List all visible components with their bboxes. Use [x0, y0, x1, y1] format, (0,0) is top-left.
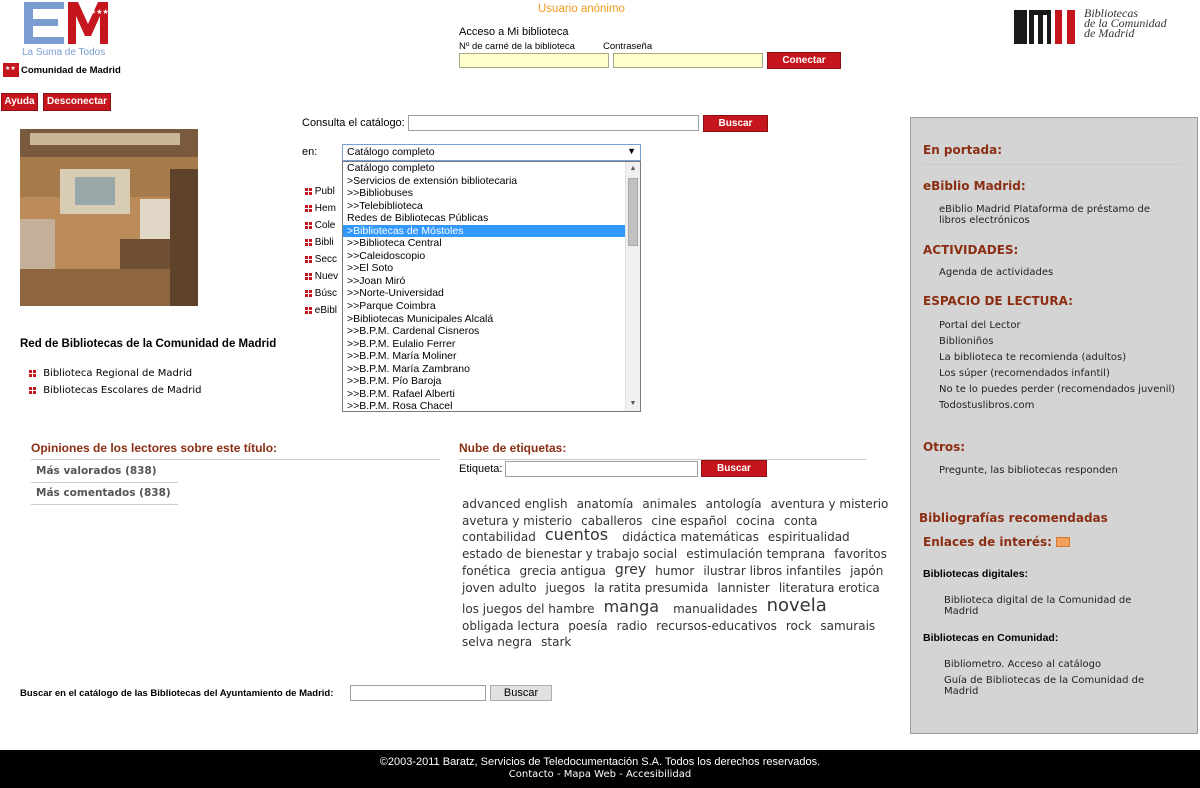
catalog-search-input[interactable]	[408, 115, 699, 131]
sidebar-esp-link[interactable]: Los súper (recomendados infantil)	[939, 368, 1110, 379]
tag-row	[462, 511, 872, 528]
sidebar-enlaces	[923, 535, 1070, 549]
sidebar	[910, 117, 1198, 734]
tag-link[interactable]: cocina	[736, 513, 775, 528]
dropdown-option[interactable]: Redes de Bibliotecas Públicas	[347, 212, 489, 225]
tag-link[interactable]: poesía	[568, 618, 608, 633]
dropdown-option[interactable]: >>El Soto	[347, 262, 394, 275]
library-photo	[20, 129, 198, 306]
dropdown-option[interactable]: Catálogo completo	[347, 162, 435, 174]
help-button[interactable]: Ayuda	[1, 93, 38, 111]
cm-logo[interactable]	[3, 62, 121, 78]
scroll-down-icon[interactable]: ▼	[629, 400, 637, 407]
sidebar-comunidad-heading: Bibliotecas en Comunidad:	[923, 632, 1059, 644]
cm-flag-icon: ★★	[3, 63, 19, 77]
dropdown-option[interactable]: >>B.P.M. Eulalio Ferrer	[347, 337, 456, 350]
sidebar-otros-link[interactable]: Pregunte, las bibliotecas responden	[939, 465, 1118, 476]
red-section-links	[29, 367, 201, 401]
access-title: Acceso a Mi biblioteca	[459, 26, 569, 38]
sidebar-comunidad-link[interactable]: Bibliometro. Acceso al catálogo	[944, 659, 1102, 670]
tag-link[interactable]: ilustrar libros infantiles	[703, 563, 842, 578]
dropdown-option[interactable]: >Bibliotecas de Móstoles	[343, 225, 626, 238]
tag-link[interactable]: stark	[541, 635, 572, 650]
catalog-select[interactable]	[342, 144, 641, 161]
side-menu-item[interactable]: Cole	[305, 217, 338, 234]
sidebar-enlaces-heading: Enlaces de interés:	[923, 535, 1052, 549]
sidebar-esp-list	[939, 320, 1179, 416]
tag-link[interactable]: manga	[603, 596, 660, 616]
sidebar-esp-link[interactable]: No te lo puedes perder (recomendados juvenil)	[939, 384, 1176, 395]
side-menu-item[interactable]: Hem	[305, 200, 338, 217]
catalog-search-label: Consulta el catálogo:	[302, 117, 405, 129]
dropdown-scrollbar[interactable]	[625, 162, 640, 411]
em-logo-text: La Suma de Todos	[22, 47, 106, 58]
tag-input[interactable]	[505, 461, 698, 477]
tag-link[interactable]: samurais	[820, 618, 876, 633]
footer-contact-link[interactable]: Contacto	[508, 769, 554, 780]
side-menu-item[interactable]: Nuev	[305, 268, 338, 285]
tag-link[interactable]: estado de bienestar y trabajo social	[462, 547, 678, 562]
dropdown-option[interactable]: >>Parque Coimbra	[347, 300, 436, 313]
tag-row	[462, 616, 876, 633]
sidebar-portada: En portada:	[923, 143, 1002, 157]
card-label: Nº de carné de la biblioteca	[459, 41, 575, 52]
connect-button[interactable]: Conectar	[767, 52, 841, 69]
catalog-search-button[interactable]: Buscar	[703, 115, 768, 132]
tag-link[interactable]: caballeros	[581, 513, 643, 528]
tag-link[interactable]: advanced english	[462, 496, 568, 511]
search-in-label: en:	[302, 146, 318, 158]
tag-link[interactable]: animales	[642, 496, 697, 511]
sidebar-divider	[923, 164, 1183, 165]
sidebar-esp-link[interactable]: La biblioteca te recomienda (adultos)	[939, 352, 1127, 363]
menu-partial	[305, 183, 338, 319]
dropdown-option[interactable]: >>Bibliobuses	[347, 187, 413, 200]
tag-link[interactable]: obligada lectura	[462, 618, 560, 633]
dropdown-option[interactable]: >>B.P.M. Rosa Chacel	[347, 400, 453, 412]
opinions-divider	[31, 459, 440, 460]
tag-cloud	[462, 494, 889, 650]
bottom-search-label: Buscar en el catálogo de las Bibliotecas del Ayuntamiento de Madrid:	[20, 688, 334, 699]
tag-row	[462, 633, 872, 650]
tag-link[interactable]: avetura y misterio	[462, 513, 573, 528]
bullet-icon	[305, 307, 312, 314]
tag-link[interactable]: los juegos del hambre	[462, 601, 595, 616]
dropdown-option[interactable]: >Servicios de extensión bibliotecaria	[347, 174, 518, 187]
bottom-search-input[interactable]	[350, 685, 486, 701]
tag-row	[462, 494, 889, 511]
bullet-icon	[305, 273, 312, 280]
dropdown-option[interactable]: >>B.P.M. María Moliner	[347, 350, 457, 363]
bcm-logo-text: Bibliotecas de la Comunidad de Madrid	[1084, 6, 1167, 40]
user-status: Usuario anónimo	[538, 3, 625, 15]
red-section-title: Red de Bibliotecas de la Comunidad de Madrid	[20, 338, 277, 350]
cm-logo-text: Comunidad de Madrid	[21, 64, 121, 76]
card-number-input[interactable]	[459, 53, 609, 68]
dropdown-option[interactable]: >>B.P.M. Rafael Alberti	[347, 387, 455, 400]
dropdown-option[interactable]: >>Caleidoscopio	[347, 249, 426, 262]
tag-link[interactable]: japón	[850, 563, 884, 578]
em-logo-icon	[22, 2, 110, 44]
opinions-list	[31, 461, 178, 505]
dropdown-option[interactable]: >>B.P.M. Pío Baroja	[347, 375, 442, 388]
side-menu-item[interactable]: eBibl	[305, 302, 338, 319]
password-label: Contraseña	[603, 41, 653, 52]
dropdown-option[interactable]: >>B.P.M. Cardenal Cisneros	[347, 325, 480, 338]
tag-link[interactable]: antología	[705, 496, 762, 511]
tag-row	[462, 578, 880, 595]
red-section-link[interactable]: Bibliotecas Escolares de Madrid	[29, 384, 201, 401]
tag-link[interactable]: grey	[614, 561, 647, 578]
red-section-link[interactable]: Biblioteca Regional de Madrid	[29, 367, 201, 384]
sidebar-eblio-link[interactable]: eBiblio Madrid Plataforma de préstamo de libros electrónicos	[939, 204, 1150, 226]
svg-text:★★★: ★★★	[90, 9, 109, 16]
tag-search-button[interactable]: Buscar	[701, 460, 767, 477]
tag-label: Etiqueta:	[459, 463, 503, 475]
footer-map-link[interactable]: Mapa Web	[563, 769, 616, 780]
tag-link[interactable]: juegos	[545, 580, 586, 595]
bullet-icon	[305, 256, 312, 263]
tag-link[interactable]: selva negra	[462, 635, 533, 650]
sidebar-comunidad-list	[944, 659, 1154, 702]
opinion-item[interactable]: Más valorados (838)	[31, 461, 178, 483]
tag-link[interactable]: conta	[783, 513, 818, 528]
tag-link[interactable]: manualidades	[673, 601, 758, 616]
tag-link[interactable]: recursos-educativos	[656, 618, 777, 633]
tag-link[interactable]: literatura erotica	[778, 580, 880, 595]
sidebar-biblio-heading[interactable]: Bibliografías recomendadas	[919, 511, 1108, 525]
tag-link[interactable]: humor	[655, 563, 695, 578]
tag-link[interactable]: novela	[766, 594, 827, 616]
footer-access-link[interactable]: Accesibilidad	[625, 769, 692, 780]
sidebar-esp-heading: ESPACIO DE LECTURA:	[923, 294, 1073, 308]
dropdown-option[interactable]: >>Norte-Universidad	[347, 287, 444, 300]
footer	[0, 750, 1200, 788]
sidebar-otros-heading: Otros:	[923, 440, 966, 454]
bullet-icon	[305, 290, 312, 297]
bottom-search-button[interactable]: Buscar	[490, 685, 552, 701]
side-menu-item[interactable]: Secc	[305, 251, 338, 268]
bcm-logo-icon	[1012, 8, 1082, 46]
tag-link[interactable]: radio	[616, 618, 648, 633]
tag-link[interactable]: espiritualidad	[767, 530, 850, 545]
tag-link[interactable]: estimulación temprana	[686, 547, 826, 562]
tags-divider	[459, 459, 866, 460]
tag-link[interactable]: contabilidad	[462, 530, 536, 545]
chevron-down-icon[interactable]: ▼	[627, 146, 636, 156]
disconnect-button[interactable]: Desconectar	[43, 93, 111, 111]
sidebar-esp-link[interactable]: Biblioniños	[939, 336, 994, 347]
bullet-icon	[29, 370, 36, 377]
sidebar-digital-heading: Bibliotecas digitales:	[923, 568, 1029, 580]
tag-link[interactable]: aventura y misterio	[770, 496, 889, 511]
bullet-icon	[305, 205, 312, 212]
tags-title: Nube de etiquetas:	[459, 441, 567, 455]
tag-link[interactable]: anatomía	[576, 496, 634, 511]
sidebar-act-link[interactable]: Agenda de actividades	[939, 267, 1054, 278]
rss-icon[interactable]	[1056, 537, 1070, 547]
tag-link[interactable]: la ratita presumida	[594, 580, 709, 595]
side-menu-item[interactable]: Publ	[305, 183, 338, 200]
tag-row	[462, 544, 887, 562]
em-logo[interactable]	[22, 2, 110, 56]
tag-row	[462, 595, 872, 616]
footer-copyright: ©2003-2011 Baratz, Servicios de Teledocumentación S.A. Todos los derechos reservados.	[379, 756, 821, 768]
tag-row	[462, 561, 884, 578]
bullet-icon	[29, 387, 36, 394]
tag-link[interactable]: joven adulto	[462, 580, 537, 595]
tag-link[interactable]: favoritos	[834, 547, 887, 562]
bullet-icon	[305, 188, 312, 195]
sidebar-act-heading: ACTIVIDADES:	[923, 243, 1019, 257]
sidebar-eblio-heading: eBiblio Madrid:	[923, 179, 1026, 193]
sidebar-comunidad-link[interactable]: Guía de Bibliotecas de la Comunidad de Madrid	[944, 675, 1145, 697]
dropdown-option[interactable]: >>Biblioteca Central	[347, 237, 442, 250]
tag-link[interactable]: didáctica matemáticas	[622, 530, 759, 545]
tag-link[interactable]: lannister	[717, 580, 770, 595]
tag-link[interactable]: fonética	[462, 563, 511, 578]
bullet-icon	[305, 239, 312, 246]
footer-links: Contacto - Mapa Web - Accesibilidad	[508, 769, 692, 780]
side-menu-item[interactable]: Búsc	[305, 285, 338, 302]
catalog-dropdown-list[interactable]	[342, 161, 641, 412]
tag-link[interactable]: grecia antigua	[519, 563, 606, 578]
sidebar-digital-link[interactable]: Biblioteca digital de la Comunidad de Madrid	[944, 595, 1132, 617]
opinion-item[interactable]: Más comentados (838)	[31, 483, 178, 505]
tag-link[interactable]: cine español	[651, 513, 728, 528]
bullet-icon	[305, 222, 312, 229]
side-menu-item[interactable]: Bibli	[305, 234, 338, 251]
catalog-select-value: Catálogo completo	[347, 146, 435, 158]
opinions-title: Opiniones de los lectores sobre este título:	[31, 441, 278, 455]
tag-link[interactable]: cuentos	[544, 525, 609, 545]
password-input[interactable]	[613, 53, 763, 68]
dropdown-option[interactable]: >>Joan Miró	[347, 274, 406, 287]
dropdown-option[interactable]: >Bibliotecas Municipales Alcalá	[347, 312, 494, 325]
dropdown-option[interactable]: >>B.P.M. María Zambrano	[347, 362, 470, 375]
tag-row	[462, 525, 872, 545]
sidebar-esp-link[interactable]: Todostuslibros.com	[939, 400, 1035, 411]
scrollbar-thumb[interactable]	[628, 178, 638, 246]
tag-link[interactable]: rock	[785, 618, 812, 633]
scroll-up-icon[interactable]: ▲	[629, 165, 637, 172]
bcm-logo[interactable]	[1012, 8, 1167, 46]
dropdown-option[interactable]: >>Telebiblioteca	[347, 199, 423, 212]
sidebar-esp-link[interactable]: Portal del Lector	[939, 320, 1021, 331]
